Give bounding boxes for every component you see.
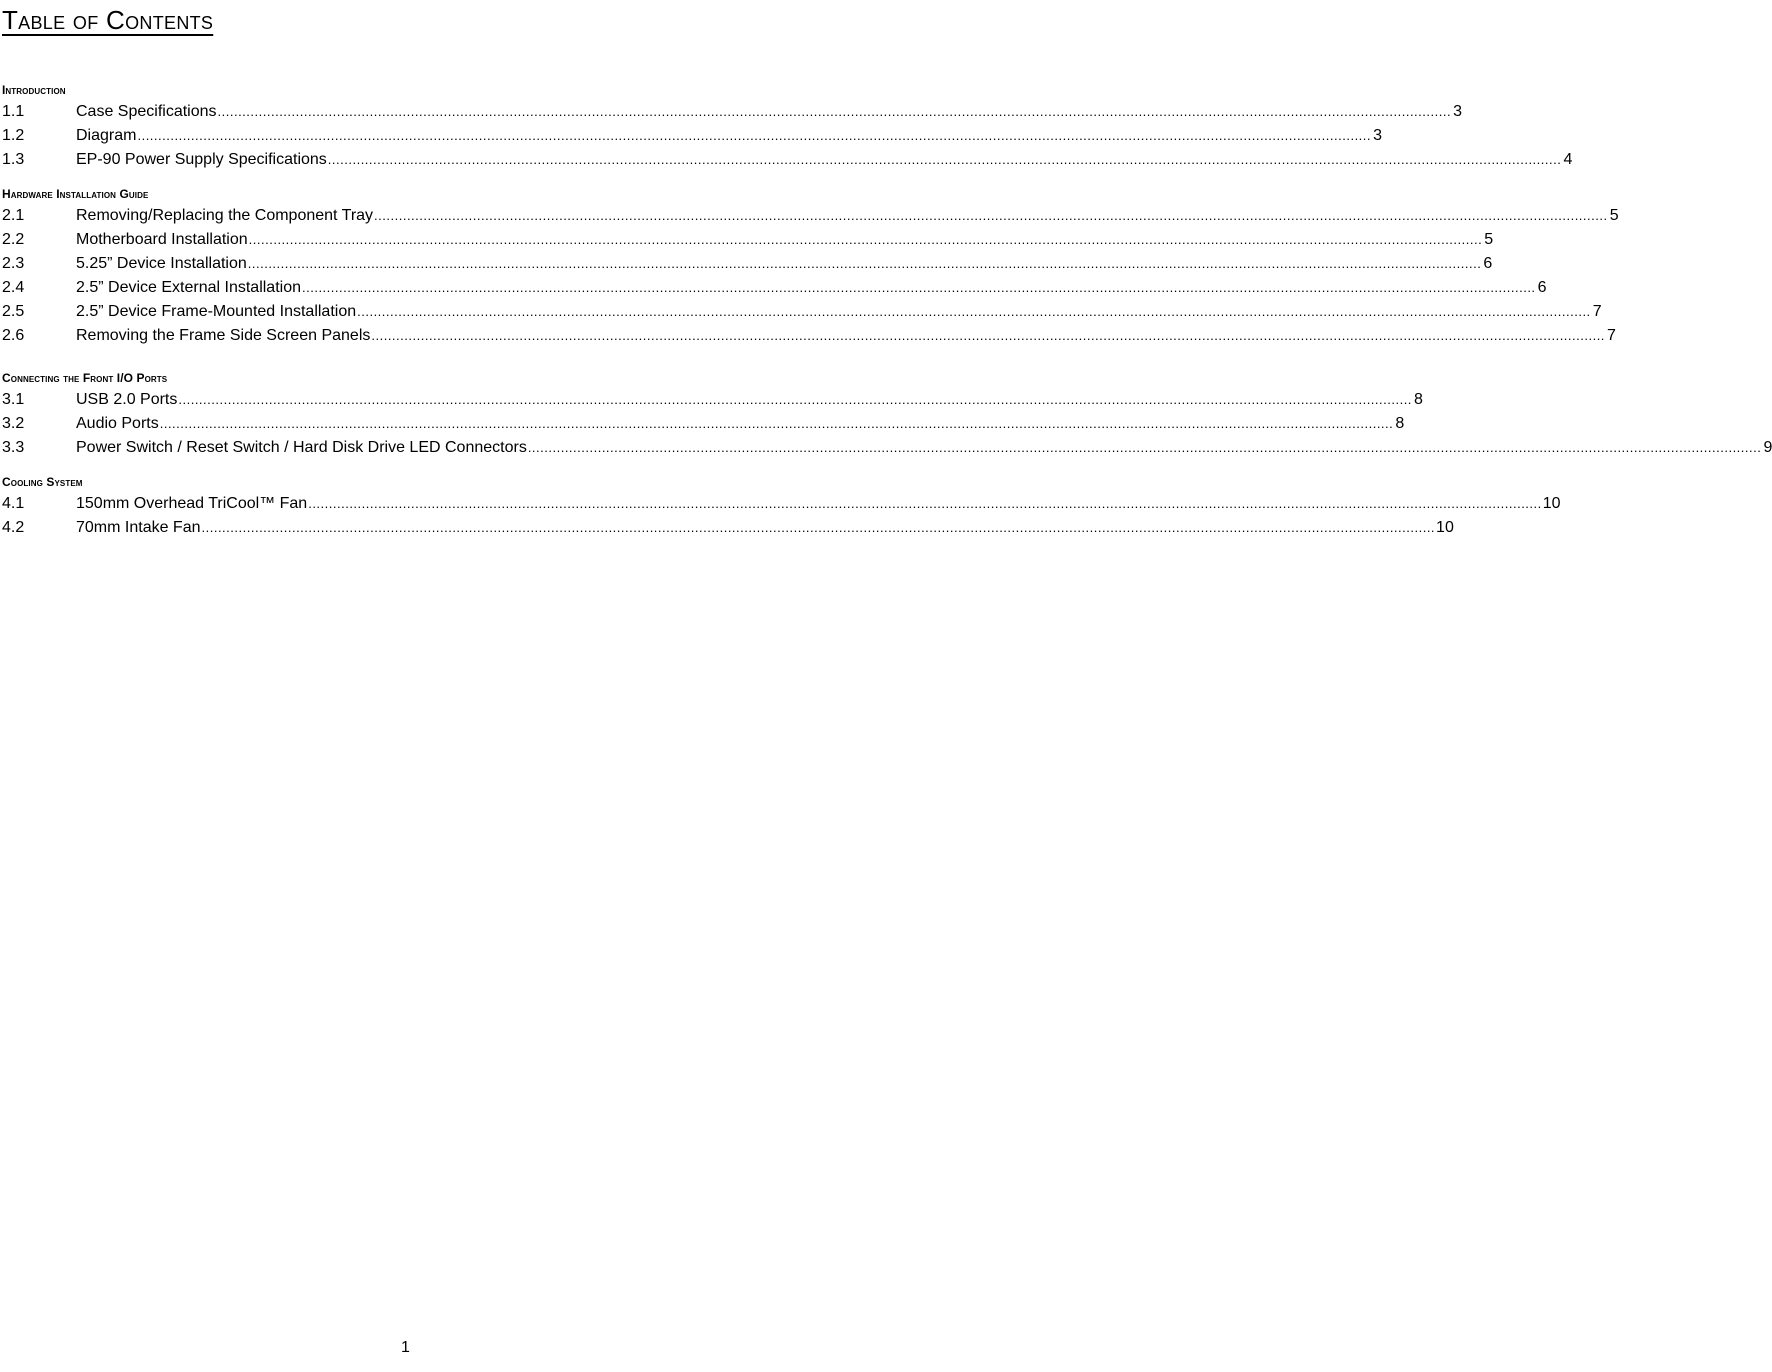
entry-title: Diagram xyxy=(76,127,137,144)
entry-number: 2.4 xyxy=(2,279,25,296)
section-heading: Introduction xyxy=(2,83,66,97)
entry-page-number: 6 xyxy=(1483,255,1493,272)
entry-title: Case Specifications xyxy=(76,103,217,120)
entry-title: Power Switch / Reset Switch / Hard Disk Drive LED Connectors xyxy=(76,439,527,456)
dot-leader: ............................................................................................................................................................................................................................................................................................................ xyxy=(374,208,1608,223)
toc-entry xyxy=(2,492,1561,516)
dot-leader: ............................................................................................................................................................................................................................................................................................................ xyxy=(159,416,1394,431)
entry-page-number: 7 xyxy=(1607,327,1616,344)
entry-page-number: 7 xyxy=(1592,303,1602,320)
toc-entry xyxy=(2,252,1493,276)
entry-number: 3.1 xyxy=(2,391,25,408)
entry-title: 2.5” Device External Installation xyxy=(76,279,301,296)
toc-section-introduction xyxy=(2,80,1573,172)
entry-number: 2.1 xyxy=(2,207,25,224)
dot-leader: ............................................................................................................................................................................................................................................................................................................ xyxy=(217,104,1452,119)
entry-title: Motherboard Installation xyxy=(76,231,248,248)
toc-entry xyxy=(2,324,1616,348)
entry-number: 2.3 xyxy=(2,255,25,272)
dot-leader: ............................................................................................................................................................................................................................................................................................................ xyxy=(371,328,1605,343)
toc-entry xyxy=(2,436,1772,460)
entry-number: 4.1 xyxy=(2,495,25,512)
entry-page-number: 4 xyxy=(1563,151,1573,168)
toc-section-front-io-ports xyxy=(2,368,1772,460)
entry-number: 2.5 xyxy=(2,303,25,320)
toc-entry xyxy=(2,124,1383,148)
dot-leader: ............................................................................................................................................................................................................................................................................................................ xyxy=(302,280,1536,295)
entry-page-number: 5 xyxy=(1484,231,1494,248)
entry-title: 5.25” Device Installation xyxy=(76,255,247,272)
entry-number: 2.6 xyxy=(2,327,25,344)
dot-leader: ............................................................................................................................................................................................................................................................................................................ xyxy=(137,128,1372,143)
entry-number: 1.2 xyxy=(2,127,25,144)
table-of-contents xyxy=(2,80,1772,540)
section-heading: Hardware Installation Guide xyxy=(2,187,149,201)
dot-leader: ............................................................................................................................................................................................................................................................................................................ xyxy=(248,232,1483,247)
entry-page-number: 3 xyxy=(1453,103,1463,120)
toc-entry xyxy=(2,228,1494,252)
entry-number: 1.3 xyxy=(2,151,25,168)
entry-title: EP-90 Power Supply Specifications xyxy=(76,151,327,168)
entry-title: Audio Ports xyxy=(76,415,159,432)
dot-leader: ............................................................................................................................................................................................................................................................................................................ xyxy=(178,392,1412,407)
dot-leader: ............................................................................................................................................................................................................................................................................................................ xyxy=(201,520,1436,535)
entry-number: 1.1 xyxy=(2,103,25,120)
toc-section-cooling-system xyxy=(2,472,1561,540)
entry-title: 70mm Intake Fan xyxy=(76,519,201,536)
toc-entry xyxy=(2,204,1619,228)
toc-entry xyxy=(2,100,1463,124)
entry-page-number: 5 xyxy=(1609,207,1619,224)
dot-leader: ............................................................................................................................................................................................................................................................................................................ xyxy=(247,256,1482,271)
entry-title: 150mm Overhead TriCool™ Fan xyxy=(76,495,308,512)
entry-page-number: 9 xyxy=(1763,439,1772,456)
entry-number: 4.2 xyxy=(2,519,25,536)
dot-leader: ............................................................................................................................................................................................................................................................................................................ xyxy=(327,152,1562,167)
entry-number: 3.2 xyxy=(2,415,25,432)
entry-title: 2.5” Device Frame-Mounted Installation xyxy=(76,303,357,320)
dot-leader: ............................................................................................................................................................................................................................................................................................................ xyxy=(357,304,1591,319)
section-heading: Connecting the Front I/O Ports xyxy=(2,371,168,385)
toc-entry xyxy=(2,148,1573,172)
page-number: 1 xyxy=(401,1339,410,1356)
entry-title: Removing the Frame Side Screen Panels xyxy=(76,327,371,344)
entry-title: USB 2.0 Ports xyxy=(76,391,178,408)
entry-page-number: 8 xyxy=(1395,415,1405,432)
toc-entry xyxy=(2,300,1602,324)
page-title: Table of Contents xyxy=(2,5,214,35)
dot-leader: ............................................................................................................................................................................................................................................................................................................ xyxy=(308,496,1542,511)
entry-number: 3.3 xyxy=(2,439,25,456)
entry-number: 2.2 xyxy=(2,231,25,248)
toc-entry xyxy=(2,276,1547,300)
toc-entry xyxy=(2,412,1405,436)
entry-page-number: 3 xyxy=(1373,127,1383,144)
entry-title: Removing/Replacing the Component Tray xyxy=(76,207,374,224)
toc-entry xyxy=(2,388,1423,412)
entry-page-number: 8 xyxy=(1414,391,1423,408)
toc-section-hardware-installation xyxy=(2,184,1619,348)
toc-entry xyxy=(2,516,1454,540)
section-heading: Cooling System xyxy=(2,475,83,489)
entry-page-number: 10 xyxy=(1436,519,1454,536)
entry-page-number: 10 xyxy=(1542,495,1561,512)
dot-leader: ............................................................................................................................................................................................................................................................................................................ xyxy=(527,440,1762,455)
entry-page-number: 6 xyxy=(1537,279,1547,296)
